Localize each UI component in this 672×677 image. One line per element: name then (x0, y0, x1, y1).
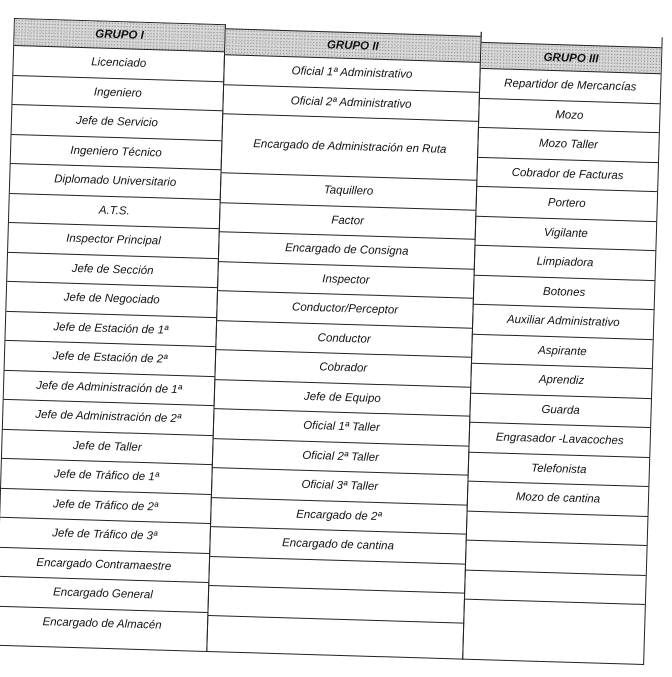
table-cell: Aprendiz (471, 364, 652, 399)
table-cell: Jefe de Administración de 1ª (4, 370, 215, 406)
table-cell: Cobrador de Facturas (477, 157, 658, 192)
table-cell: Oficial 3ª Taller (212, 468, 468, 505)
table-cell: Jefe de Sección (7, 252, 218, 288)
table-cell: Mozo (479, 98, 660, 133)
table-cell: Encargado de cantina (210, 527, 466, 564)
table-cell: Mozo Taller (478, 128, 659, 163)
table-cell-empty (464, 600, 645, 635)
table-cell: Inspector (218, 262, 474, 299)
table-cell: Oficial 1ª Administrativo (224, 55, 480, 92)
table-cell: Engrasador -Lavacoches (469, 423, 650, 458)
table-cell: Encargado Contramaestre (0, 547, 209, 583)
table-cell: Jefe de Estación de 2ª (5, 341, 216, 377)
table-cell-empty (207, 616, 463, 653)
table-cell: Ingeniero Técnico (11, 134, 222, 170)
table-cell: Botones (474, 275, 655, 310)
table-cell: Oficial 1ª Taller (214, 409, 470, 446)
table-cell: Jefe de Tráfico de 2ª (0, 488, 211, 524)
table-cell: Ingeniero (12, 76, 223, 112)
table-cell: Vigilante (475, 216, 656, 251)
column-grupo-1 (0, 18, 226, 652)
column-header-grupo-1: GRUPO I (14, 19, 225, 52)
table-cell: Jefe de Equipo (214, 380, 470, 417)
table-cell: Jefe de Estación de 1ª (5, 311, 216, 347)
table-cell: Encargado de Almacén (42, 616, 162, 632)
table-cell: Jefe de Taller (2, 429, 213, 465)
table-cell: Portero (476, 187, 657, 222)
table-cell: Taquillero (221, 173, 477, 210)
table-cell: Conductor (216, 321, 472, 358)
table-cell: Conductor/Perceptor (217, 291, 473, 328)
table-cell: Auxiliar Administrativo (473, 305, 654, 340)
table-cell: Repartidor de Mercancías (480, 69, 661, 104)
table-cell: Jefe de Administración de 2ª (3, 400, 214, 436)
table-cell: Encargado de Consigna (219, 232, 475, 269)
table-cell: Aspirante (472, 334, 653, 369)
table-cell: Factor (220, 203, 476, 240)
table-cell: Jefe de Tráfico de 3ª (0, 518, 210, 554)
table-cell: Guarda (470, 393, 651, 428)
scanned-table (0, 18, 664, 677)
table-cell: Cobrador (215, 350, 471, 387)
table-cell: Limpiadora (475, 246, 656, 281)
table-cell: Encargado de 2ª (211, 498, 467, 535)
table-cell: Telefonista (468, 452, 649, 487)
table-cell: Encargado General (0, 577, 208, 613)
table-cell: Encargado de Administración en Ruta (221, 114, 478, 181)
table-cell: Inspector Principal (8, 223, 219, 259)
table-cell: Diplomado Universitario (10, 164, 221, 200)
table-cell: Jefe de Servicio (12, 105, 223, 141)
table-cell: Mozo de cantina (468, 482, 649, 517)
column-grupo-3 (462, 32, 663, 665)
column-grupo-2 (206, 24, 482, 659)
table-cell: A.T.S. (9, 193, 220, 229)
column-header-grupo-3: GRUPO III (481, 42, 662, 74)
table-cell: Oficial 2ª Administrativo (223, 85, 479, 122)
table-cell: Jefe de Tráfico de 1ª (1, 459, 212, 495)
table-cell: Oficial 2ª Taller (213, 439, 469, 476)
table-cell: Jefe de Negociado (6, 282, 217, 318)
column-header-grupo-2: GRUPO II (225, 28, 481, 63)
table-cell: Licenciado (13, 46, 224, 82)
